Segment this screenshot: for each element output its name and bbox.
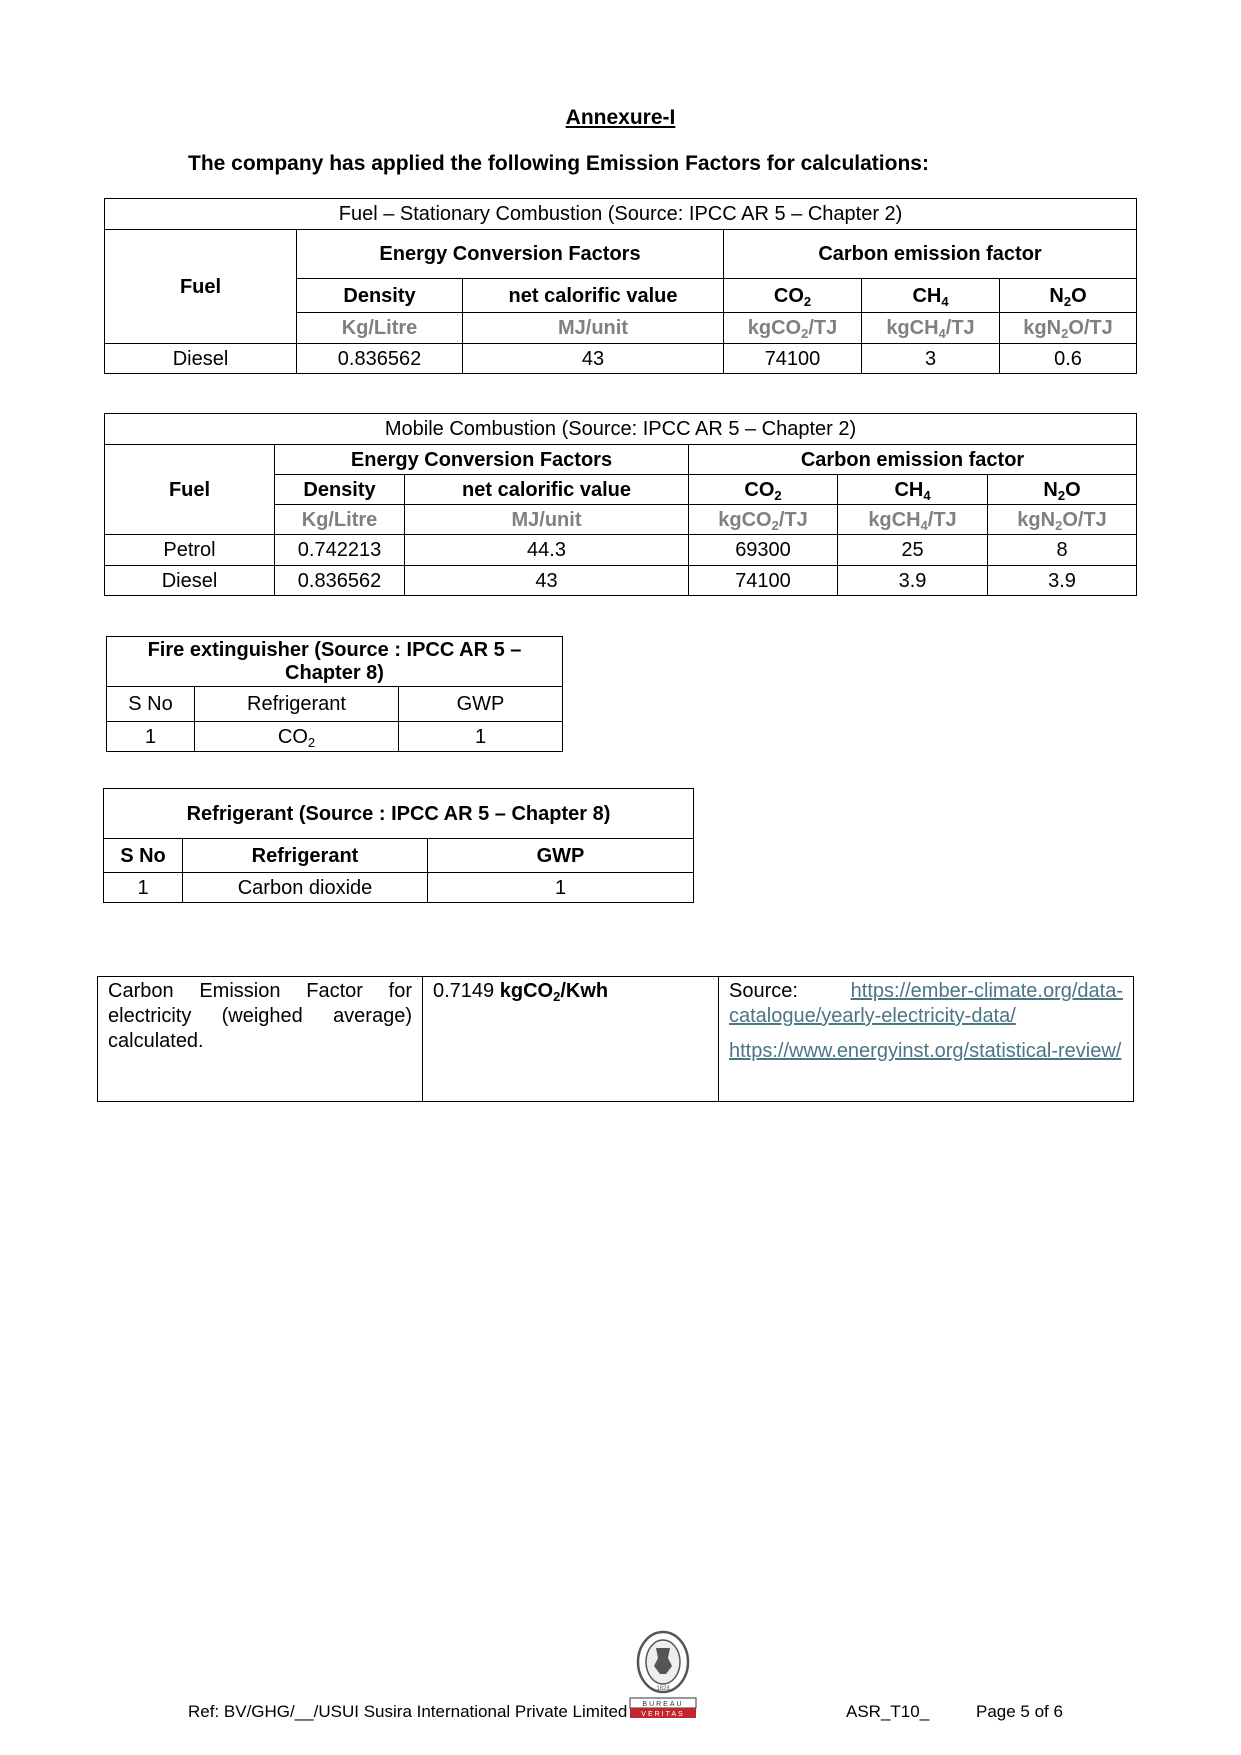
svg-text:BUREAU: BUREAU	[642, 1701, 684, 1708]
density-unit: Kg/Litre	[297, 313, 463, 344]
n2o-header: $N_2O$	[988, 475, 1137, 505]
ncv-header: net calorific value	[463, 279, 724, 313]
stationary-title: Fuel – Stationary Combustion (Source: IPCC AR 5 – Chapter 2)	[105, 199, 1137, 230]
ember-link-part1[interactable]: https://ember-climate.org/data-	[850, 980, 1123, 1002]
n2o-cell: 3.9	[988, 566, 1137, 596]
sno-header: S No	[104, 839, 183, 873]
ch4-cell: 25	[838, 535, 988, 566]
refrigerant-header: Refrigerant	[195, 687, 399, 722]
energy-conversion-header: Energy Conversion Factors	[275, 445, 689, 475]
ncv-unit: MJ/unit	[405, 505, 689, 535]
electricity-emission-table	[97, 976, 1134, 1102]
ncv-cell: 43	[405, 566, 689, 596]
fire-extinguisher-table	[106, 636, 563, 752]
fuel-cell: Petrol	[105, 535, 275, 566]
energyinst-link[interactable]: https://www.energyinst.org/statistical-review/	[729, 1040, 1122, 1062]
fuel-header: Fuel	[105, 445, 275, 535]
sno-cell: 1	[107, 722, 195, 752]
carbon-emission-header: Carbon emission factor	[724, 230, 1137, 279]
energy-conversion-header: Energy Conversion Factors	[297, 230, 724, 279]
svg-text:1828: 1828	[656, 1686, 670, 1692]
ncv-unit: MJ/unit	[463, 313, 724, 344]
density-header: Density	[275, 475, 405, 505]
bureau-veritas-logo	[628, 1622, 698, 1722]
n2o-header: $N_2O$	[1000, 279, 1137, 313]
mobile-combustion-table	[104, 413, 1137, 596]
ncv-cell: 44.3	[405, 535, 689, 566]
density-cell: 0.836562	[275, 566, 405, 596]
stationary-combustion-table	[104, 198, 1137, 374]
refrigerant-header: Refrigerant	[183, 839, 428, 873]
sno-cell: 1	[104, 873, 183, 903]
table-row	[105, 535, 1137, 566]
svg-text:VERITAS: VERITAS	[641, 1711, 685, 1718]
ch4-cell: 3.9	[838, 566, 988, 596]
gwp-header: GWP	[399, 687, 563, 722]
density-cell: 0.836562	[297, 344, 463, 374]
table-row	[104, 873, 694, 903]
electricity-value-cell: 0.7149 kgCO$_2$/Kwh	[423, 977, 719, 1102]
co2-unit: kgCO$_2$/TJ	[724, 313, 862, 344]
footer-reference: Ref: BV/GHG/__/USUI Susira International Private Limited	[188, 1702, 628, 1721]
refrigerant-table	[103, 788, 694, 903]
table-row	[105, 566, 1137, 596]
refrigerant-cell: $CO_2$	[195, 722, 399, 752]
n2o-unit: kgN$_2$O/TJ	[1000, 313, 1137, 344]
gwp-header: GWP	[428, 839, 694, 873]
ch4-header: $CH_4$	[862, 279, 1000, 313]
table-row	[107, 722, 563, 752]
co2-unit: kgCO$_2$/TJ	[689, 505, 838, 535]
ncv-header: net calorific value	[405, 475, 689, 505]
footer-document-code: ASR_T10_	[846, 1702, 930, 1721]
co2-header: $CO_2$	[689, 475, 838, 505]
electricity-label-cell: Carbon Emission Factor for electricity (weighed average) calculated.	[98, 977, 423, 1102]
gwp-cell: 1	[399, 722, 563, 752]
co2-cell: 74100	[689, 566, 838, 596]
mobile-title: Mobile Combustion (Source: IPCC AR 5 – Chapter 2)	[105, 414, 1137, 445]
intro-text: The company has applied the following Emission Factors for calculations:	[188, 152, 929, 175]
density-unit: Kg/Litre	[275, 505, 405, 535]
ch4-unit: kgCH$_4$/TJ	[862, 313, 1000, 344]
ch4-header: $CH_4$	[838, 475, 988, 505]
co2-header: $CO_2$	[724, 279, 862, 313]
sno-header: S No	[107, 687, 195, 722]
density-header: Density	[297, 279, 463, 313]
n2o-cell: 8	[988, 535, 1137, 566]
table-row	[98, 977, 1134, 1102]
electricity-source-cell	[719, 977, 1134, 1102]
annexure-heading: Annexure-I	[565, 106, 676, 129]
n2o-unit: kgN$_2$O/TJ	[988, 505, 1137, 535]
gwp-cell: 1	[428, 873, 694, 903]
carbon-emission-header: Carbon emission factor	[689, 445, 1137, 475]
table-row	[105, 344, 1137, 374]
n2o-cell: 0.6	[1000, 344, 1137, 374]
ember-link-part2[interactable]: catalogue/yearly-electricity-data/	[729, 1005, 1016, 1027]
footer-page-number: Page 5 of 6	[976, 1702, 1063, 1721]
density-cell: 0.742213	[275, 535, 405, 566]
refrigerant-title: Refrigerant (Source : IPCC AR 5 – Chapter 8)	[104, 789, 694, 839]
source-label: Source:	[729, 980, 798, 1002]
ncv-cell: 43	[463, 344, 724, 374]
co2-cell: 74100	[724, 344, 862, 374]
ch4-cell: 3	[862, 344, 1000, 374]
fuel-cell: Diesel	[105, 566, 275, 596]
fuel-header: Fuel	[105, 230, 297, 344]
co2-cell: 69300	[689, 535, 838, 566]
ch4-unit: kgCH$_4$/TJ	[838, 505, 988, 535]
fire-extinguisher-title: Fire extinguisher (Source : IPCC AR 5 – Chapter 8)	[107, 637, 563, 687]
fuel-cell: Diesel	[105, 344, 297, 374]
refrigerant-cell: Carbon dioxide	[183, 873, 428, 903]
